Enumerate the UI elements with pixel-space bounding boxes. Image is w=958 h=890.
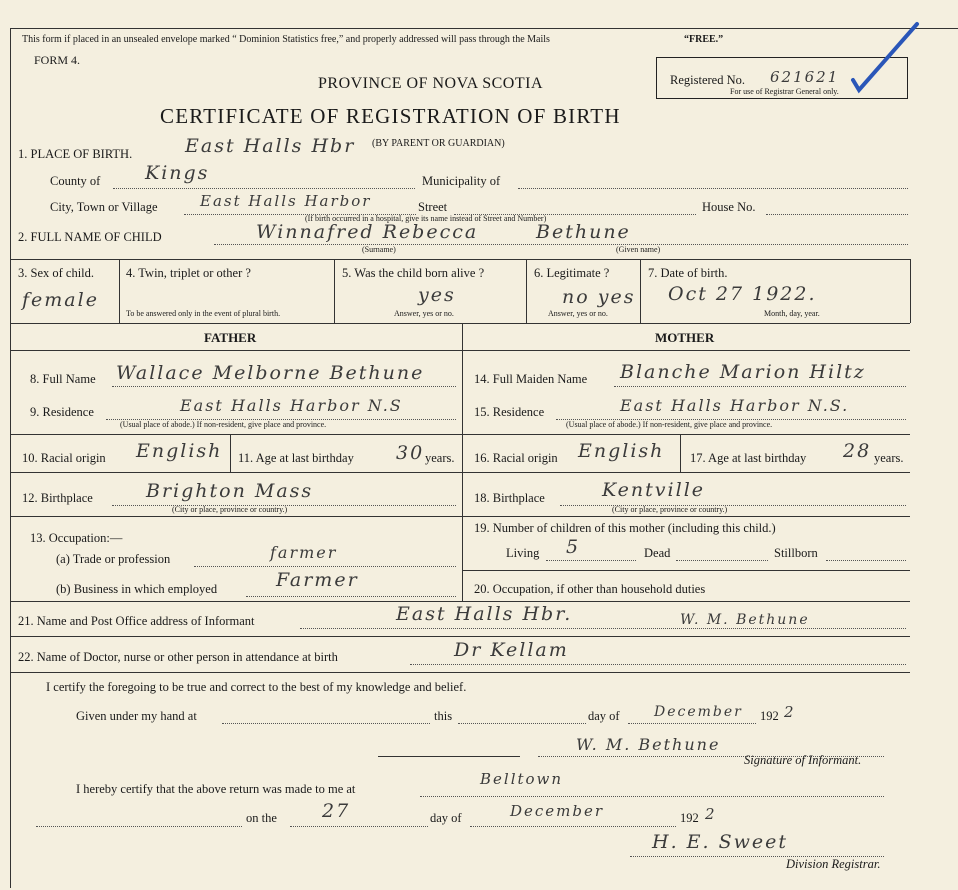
registrar-day-value: 27 <box>322 800 351 822</box>
form-number: FORM 4. <box>34 53 81 67</box>
by-parent-note: (BY PARENT OR GUARDIAN) <box>372 138 505 149</box>
cert-month-value: December <box>654 704 743 720</box>
municipality-label: Municipality of <box>422 174 501 188</box>
surname-caption: (Surname) <box>362 245 396 254</box>
sex-value: female <box>22 289 99 311</box>
county-value: Kings <box>145 162 210 184</box>
father-racial-value: English <box>136 440 223 462</box>
stillborn-label: Stillborn <box>774 546 818 560</box>
father-residence-label: 9. Residence <box>30 405 94 419</box>
doctor-label: 22. Name of Doctor, nurse or other person in attendance at birth <box>18 650 338 664</box>
father-birthplace-value: Brighton Mass <box>146 480 314 502</box>
business-label: (b) Business in which employed <box>56 582 218 596</box>
parent-divider <box>462 323 463 601</box>
father-age-label: 11. Age at last birthday <box>238 451 354 465</box>
father-birthplace-note: (City or place, province or country.) <box>172 505 288 514</box>
county-label: County of <box>50 174 101 188</box>
informant-signature: W. M. Bethune <box>576 735 721 754</box>
this-label: this <box>434 709 453 723</box>
mother-birthplace-note: (City or place, province or country.) <box>612 505 728 514</box>
registrar-month-value: December <box>510 802 605 820</box>
registrar-use-note: For use of Registrar General only. <box>730 87 839 96</box>
father-heading: FATHER <box>204 330 257 345</box>
registrar-year-prefix: 192 <box>680 811 699 825</box>
city-label: City, Town or Village <box>50 200 158 214</box>
child-surname: Bethune <box>536 221 631 243</box>
mother-residence-value: East Halls Harbor N.S. <box>620 396 850 415</box>
place-of-birth-value: East Halls Hbr <box>185 135 356 157</box>
living-value: 5 <box>566 536 581 558</box>
father-residence-note: (Usual place of abode.) If non-resident, give place and province. <box>120 420 327 429</box>
father-birthplace-label: 12. Birthplace <box>22 491 93 505</box>
informant-address: East Halls Hbr. <box>396 603 573 625</box>
mother-birthplace-value: Kentville <box>602 479 706 501</box>
registrar-day-of-label: day of <box>430 811 462 825</box>
dob-label: 7. Date of birth. <box>648 266 728 280</box>
father-years-label: years. <box>425 451 455 465</box>
registrar-year-suffix: 2 <box>705 805 717 823</box>
father-name-value: Wallace Melborne Bethune <box>116 362 425 384</box>
alive-label: 5. Was the child born alive ? <box>342 266 485 280</box>
mother-age-label: 17. Age at last birthday <box>690 451 807 465</box>
top-border <box>10 28 958 29</box>
registrar-caption: Division Registrar. <box>786 857 881 871</box>
business-value: Farmer <box>276 569 359 591</box>
father-residence-value: East Halls Harbor N.S <box>180 396 403 415</box>
legitimate-note: Answer, yes or no. <box>548 309 608 318</box>
dob-value: Oct 27 1922. <box>668 283 817 305</box>
cert-day-of-label: day of <box>588 709 620 723</box>
mother-occupation-label: 20. Occupation, if other than household duties <box>474 582 706 596</box>
certification-statement: I certify the foregoing to be true and correct to the best of my knowledge and belief. <box>46 680 467 694</box>
legitimate-label: 6. Legitimate ? <box>534 266 610 280</box>
mother-name-value: Blanche Marion Hiltz <box>620 361 866 383</box>
trade-value: farmer <box>270 543 338 562</box>
alive-value: yes <box>418 284 456 306</box>
hospital-note: (If birth occurred in a hospital, give its name instead of Street and Number) <box>305 214 547 223</box>
registrar-statement: I hereby certify that the above return was made to me at <box>76 782 356 796</box>
father-age-value: 30 <box>396 442 425 464</box>
registered-label: Registered No. <box>670 73 745 87</box>
province-heading: PROVINCE OF NOVA SCOTIA <box>318 75 544 92</box>
child-given-name: Winnafred Rebecca <box>256 221 479 243</box>
given-label: Given under my hand at <box>76 709 197 723</box>
informant-signature-caption: Signature of Informant. <box>744 753 862 767</box>
left-border <box>10 28 11 888</box>
mother-name-label: 14. Full Maiden Name <box>474 372 588 386</box>
father-racial-label: 10. Racial origin <box>22 451 106 465</box>
place-of-birth-label: 1. PLACE OF BIRTH. <box>18 147 133 161</box>
father-occupation-label: 13. Occupation:— <box>30 531 123 545</box>
mother-age-value: 28 <box>843 440 872 462</box>
on-the-label: on the <box>246 811 277 825</box>
page-title: CERTIFICATE OF REGISTRATION OF BIRTH <box>160 104 621 128</box>
cert-year-prefix: 192 <box>760 709 779 723</box>
doctor-value: Dr Kellam <box>454 639 569 661</box>
mother-birthplace-label: 18. Birthplace <box>474 491 545 505</box>
registered-number: 621621 <box>770 68 840 86</box>
check-mark <box>845 18 925 98</box>
sex-label: 3. Sex of child. <box>18 266 95 280</box>
mother-heading: MOTHER <box>655 330 715 345</box>
house-label: House No. <box>702 200 756 214</box>
registrar-place-value: Belltown <box>480 770 564 788</box>
dead-label: Dead <box>644 546 671 560</box>
children-count-label: 19. Number of children of this mother (including this child.) <box>474 521 776 535</box>
trade-label: (a) Trade or profession <box>56 552 171 566</box>
twin-label: 4. Twin, triplet or other ? <box>126 266 251 280</box>
street-label: Street <box>418 200 448 214</box>
legitimate-value: no yes <box>562 286 636 308</box>
twin-note: To be answered only in the event of plural birth. <box>126 309 281 318</box>
given-name-caption: (Given name) <box>616 245 661 254</box>
mother-racial-value: English <box>578 440 665 462</box>
postal-free: “FREE.” <box>684 34 724 45</box>
alive-note: Answer, yes or no. <box>394 309 454 318</box>
cert-year-suffix: 2 <box>784 703 796 721</box>
mother-years-label: years. <box>874 451 904 465</box>
mother-residence-label: 15. Residence <box>474 405 545 419</box>
mother-racial-label: 16. Racial origin <box>474 451 558 465</box>
mother-residence-note: (Usual place of abode.) If non-resident, give place and province. <box>566 420 773 429</box>
informant-label: 21. Name and Post Office address of Informant <box>18 614 255 628</box>
city-value: East Halls Harbor <box>200 192 372 210</box>
registrar-signature: H. E. Sweet <box>652 831 788 853</box>
dob-note: Month, day, year. <box>764 309 820 318</box>
living-label: Living <box>506 546 540 560</box>
father-name-label: 8. Full Name <box>30 372 96 386</box>
postal-notice: This form if placed in an unsealed envelope marked “ Dominion Statistics free,” and properly addressed will pass through the Mails <box>22 34 550 45</box>
child-name-label: 2. FULL NAME OF CHILD <box>18 230 162 244</box>
informant-name: W. M. Bethune <box>680 612 810 628</box>
